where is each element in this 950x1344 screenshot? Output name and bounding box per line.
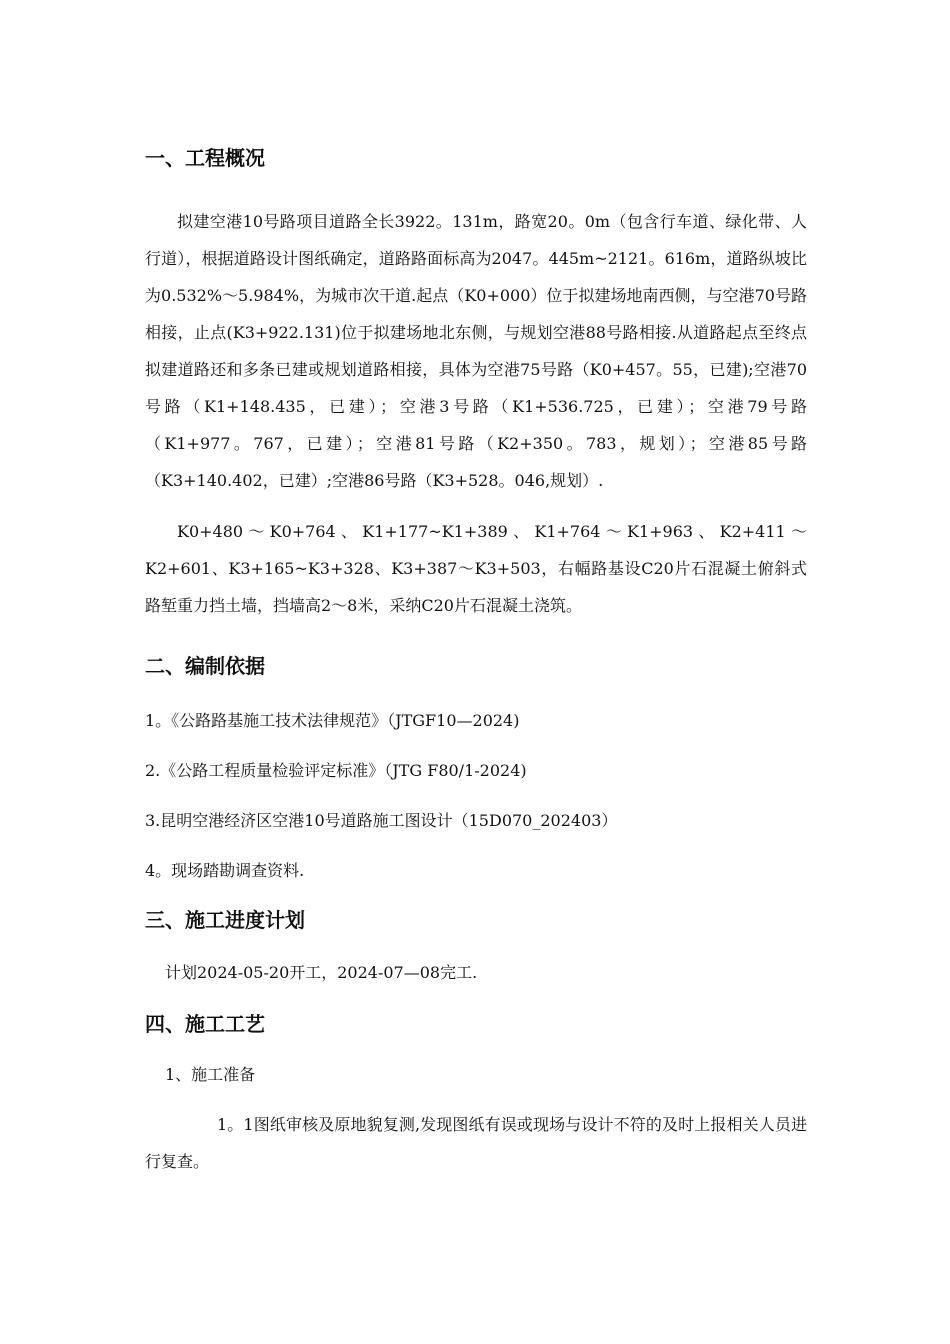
basis-item-2: 2.《公路工程质量检验评定标准》（JTG F80/1-2024) (145, 761, 527, 780)
basis-item-4: 4。现场踏勘调查资料. (145, 861, 305, 880)
section-heading-process: 四、施工工艺 (145, 1012, 265, 1036)
section-heading-schedule: 三、施工进度计划 (145, 908, 305, 932)
process-paragraph-1: 1。1图纸审核及原地貌复测,发现图纸有误或现场与设计不符的及时上报相关人员进行复查。 (145, 1115, 807, 1171)
section-heading-overview: 一、工程概况 (145, 146, 265, 170)
overview-paragraph-1: 拟建空港10号路项目道路全长3922。131m，路宽20。0m（包含行车道、绿化带、人行道），根据道路设计图纸确定，道路路面标高为2047。445m~2121。616m，道路纵坡比为0.532%～5.984%，为城市次干道.起点（K0+000）位于拟建场地南西侧，与空港70号路相接，止点(K3+922.131)位于拟建场地北东侧，与规划空港88号路相接.从道路起点至终点拟建道路还和多条已建或规划道路相接，具体为空港75号路（K0+457。55，已建);空港70号路（K1+148.435，已建）；空港3号路（K1+536.725，已建）；空港79号路（K1+977。767，已建）；空港81号路（K2+350。783，规划）；空港85号路（K3+140.402，已建）;空港86号路（K3+528。046,规划）. (145, 212, 807, 490)
document-content (145, 138, 807, 1180)
basis-item-1: 1。《公路路基施工技术法律规范》（JTGF10—2024) (145, 711, 520, 730)
section-heading-basis: 二、编制依据 (145, 654, 265, 678)
process-subheading-preparation: 1、施工准备 (165, 1065, 256, 1084)
basis-item-3: 3.昆明空港经济区空港10号道路施工图设计（15D070_202403） (145, 811, 618, 830)
overview-paragraph-2: K0+480～K0+764、K1+177~K1+389、K1+764～K1+963、K2+411～K2+601、K3+165~K3+328、K3+387～K3+503，右幅路基设C20片石混凝土俯斜式路堑重力挡土墙，挡墙高2～8米，采纳C20片石混凝土浇筑。 (145, 522, 807, 615)
schedule-paragraph: 计划2024-05-20开工，2024-07—08完工. (165, 963, 478, 982)
